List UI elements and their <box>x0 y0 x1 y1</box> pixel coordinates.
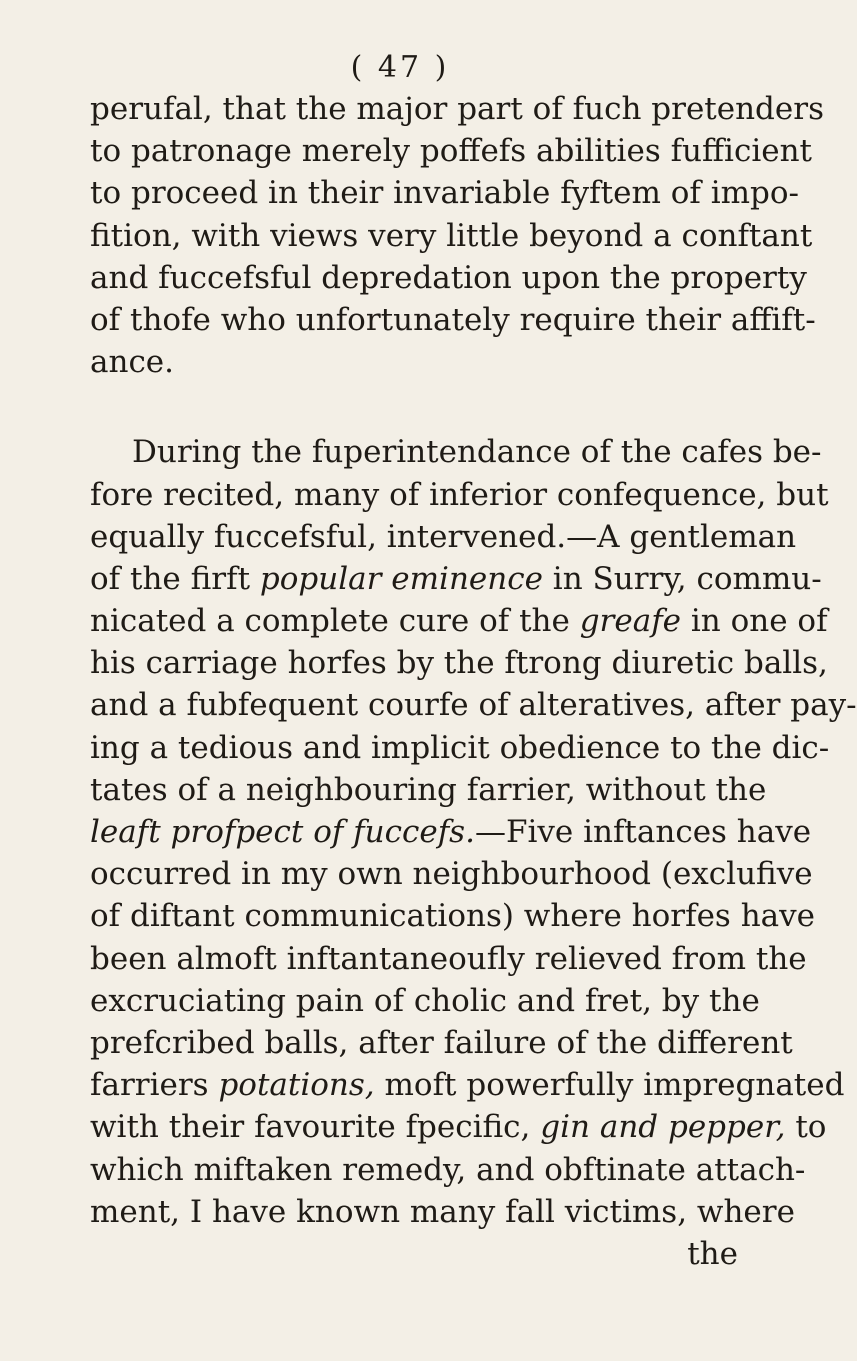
text-line: and a fubfequent courfe of alteratives, after pay- <box>90 687 857 724</box>
text-line: of diftant communications) where horfes have <box>90 898 816 935</box>
text-line: of thofe who unfortunately require their affift- <box>90 301 816 338</box>
text-line: leaft profpect of fuccefs.—Five inftances have <box>90 814 812 850</box>
text-line: fore recited, many of inferior confequence, but <box>90 476 829 513</box>
text-line: fition, with views very little beyond a conftant <box>90 217 813 254</box>
text-line: equally fuccefsful, intervened.—A gentleman <box>90 518 797 555</box>
text-line: of the firft popular eminence in Surry, commu- <box>90 560 822 597</box>
text-line: excruciating pain of cholic and fret, by the <box>90 982 760 1019</box>
text-line: with their favourite fpecific, gin and pepper, to <box>90 1109 827 1146</box>
paragraph-1 <box>90 88 824 383</box>
text-line: and fuccefsful depredation upon the property <box>90 259 807 296</box>
text-line: occurred in my own neighbourhood (exclufive <box>90 856 813 893</box>
text-line: ment, I have known many fall victims, where <box>90 1193 795 1230</box>
text-line: During the fuperintendance of the cafes be- <box>132 434 822 471</box>
text-line: which miftaken remedy, and obftinate attach- <box>90 1151 806 1188</box>
page-number: ( 47 ) <box>350 50 450 85</box>
text-line: tates of a neighbouring farrier, without the <box>90 771 767 808</box>
text-line: to proceed in their invariable fyftem of impo- <box>90 175 799 212</box>
text-line: to patronage merely poffefs abilities fufficient <box>90 133 813 170</box>
text-line: ing a tedious and implicit obedience to the dic- <box>90 729 830 766</box>
paragraph-gap <box>90 383 738 431</box>
body-text <box>90 88 857 1275</box>
text-line: perufal, that the major part of fuch pretenders <box>90 91 824 127</box>
text-line: his carriage horfes by the ftrong diuretic balls, <box>90 645 828 682</box>
catchword: the <box>687 1235 738 1272</box>
text-line: ance. <box>90 344 175 381</box>
paragraph-2 <box>90 431 857 1233</box>
text-line: farriers potations, moft powerfully impregnated <box>90 1067 845 1104</box>
text-line: prefcribed balls, after failure of the different <box>90 1024 793 1061</box>
text-line: been almoft inftantaneoufly relieved from the <box>90 940 807 977</box>
text-line: nicated a complete cure of the greafe in one of <box>90 603 828 640</box>
